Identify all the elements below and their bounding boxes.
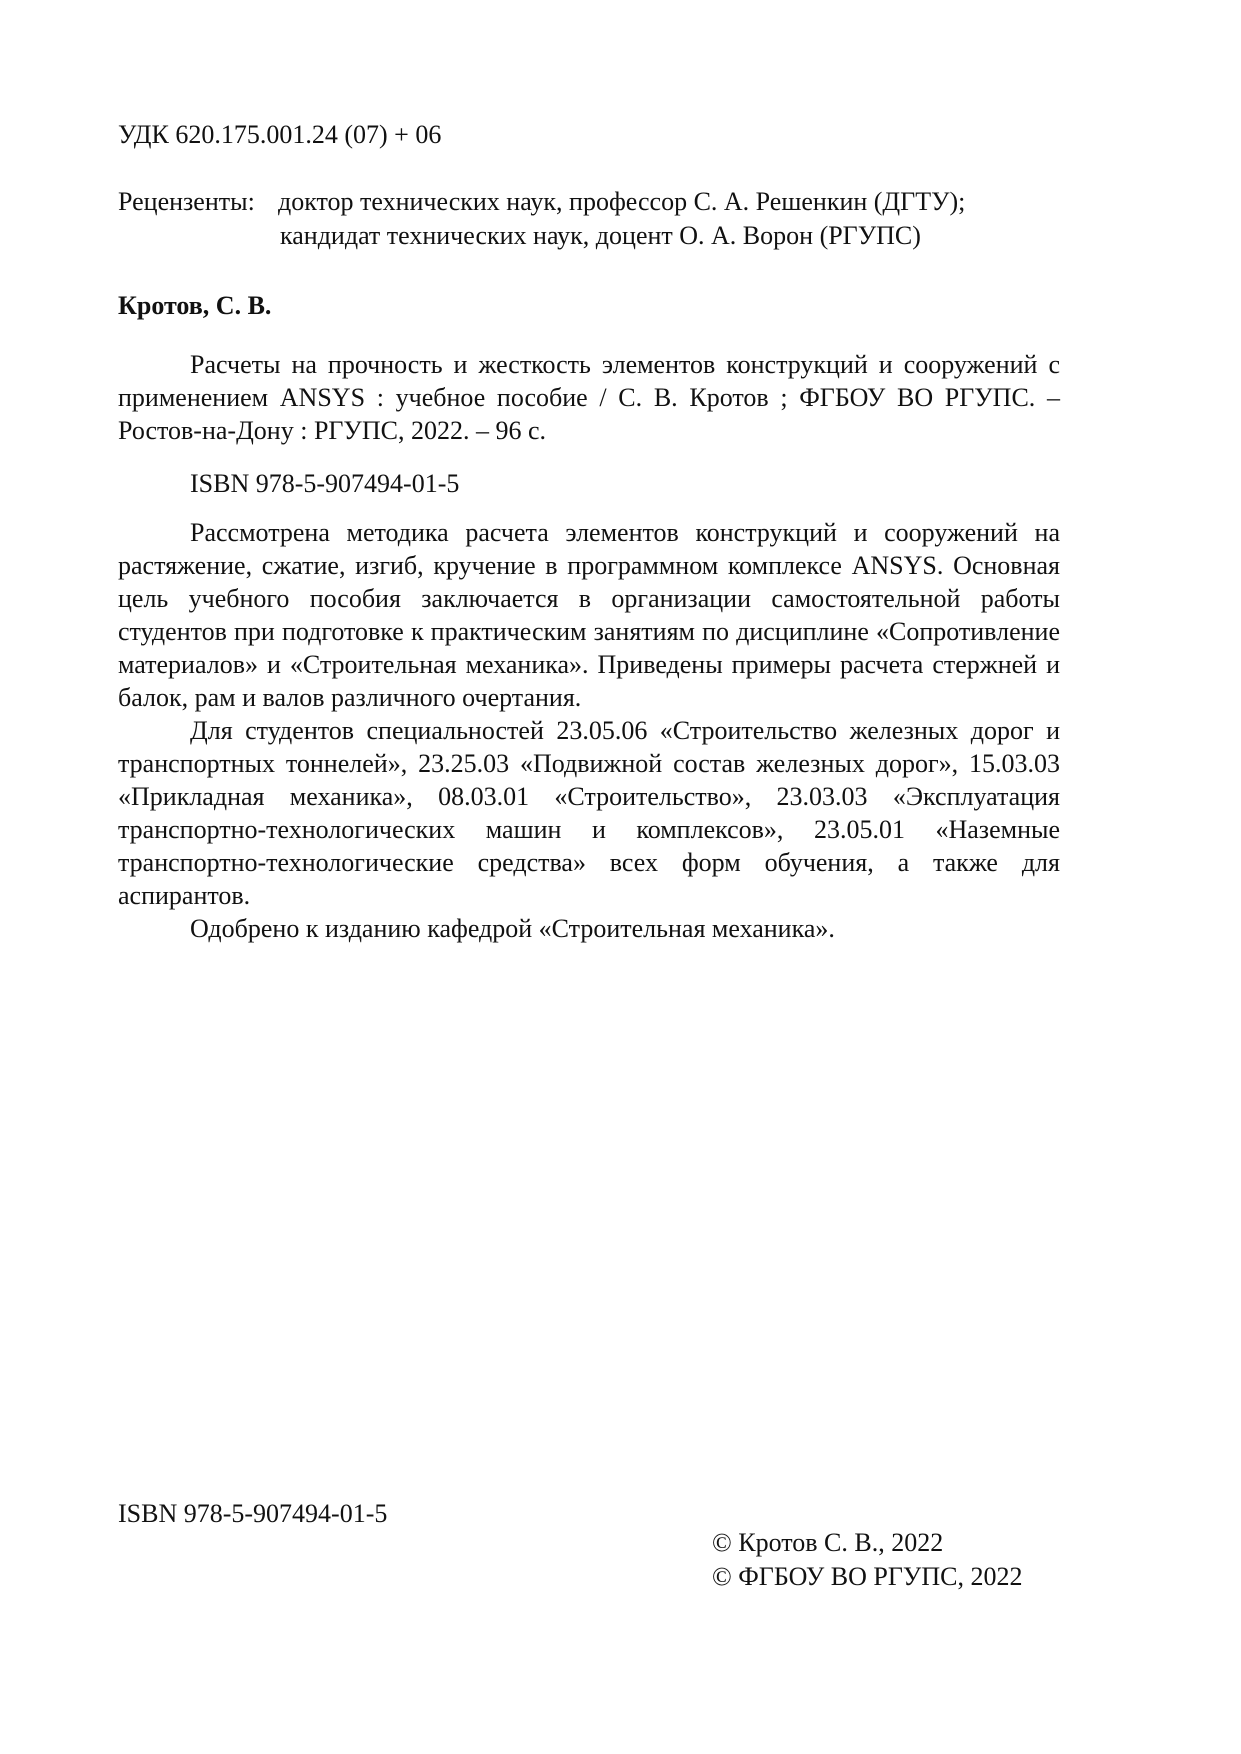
copyright-publisher: © ФГБОУ ВО РГУПС, 2022 — [712, 1562, 1023, 1591]
annotation — [118, 516, 1060, 945]
isbn-inline: ISBN 978-5-907494-01-5 — [190, 469, 460, 498]
annotation-paragraph-3: Одобрено к изданию кафедрой «Строительная механика». — [190, 914, 835, 943]
reviewer-row-1 — [118, 185, 1058, 219]
reviewers-label: Рецензенты: — [118, 187, 255, 216]
reviewer-row-2 — [118, 219, 1058, 253]
copyright-author: © Кротов С. В., 2022 — [712, 1528, 944, 1557]
isbn-bottom: ISBN 978-5-907494-01-5 — [118, 1499, 388, 1528]
bibliographic-description — [118, 348, 1060, 447]
reviewer-1: доктор технических наук, профессор С. А. Решенкин (ДГТУ); — [278, 187, 966, 216]
copyright-block — [712, 1526, 1022, 1594]
annotation-paragraph-2: Для студентов специальностей 23.05.06 «Строительство железных дорог и транспортных тоннелей», 23.25.03 «Подвижной состав железных дорог», 15.03.03 «Прикладная механика», 08.03.01 «Строительство», 23.03.03 «Эксплуатация транспортно-технологических машин и комплексов», 23.05.01 «Наземные транспортно-технологические средства» всех форм обучения, а также для аспирантов. — [118, 716, 1060, 910]
reviewers-block — [118, 185, 1058, 253]
bibliographic-text: Расчеты на прочность и жесткость элементов конструкций и сооружений с применением ANSYS : учебное пособие / С. В. Кротов ; ФГБОУ ВО РГУПС. – Ростов-на-Дону : РГУПС, 2022. – 96 с. — [118, 350, 1060, 445]
udk-code: УДК 620.175.001.24 (07) + 06 — [118, 120, 442, 149]
annotation-paragraph-1: Рассмотрена методика расчета элементов конструкций и сооружений на растяжение, сжатие, изгиб, кручение в программном комплексе ANSYS. Основная цель учебного пособия заключается в организации самостоятельной работы студентов при подготовке к практическим занятиям по дисциплине «Сопротивление материалов» и «Строительная механика». Приведены примеры расчета стержней и балок, рам и валов различного очертания. — [118, 518, 1060, 712]
author-heading: Кротов, С. В. — [118, 291, 272, 320]
reviewer-2: кандидат технических наук, доцент О. А. Ворон (РГУПС) — [280, 221, 921, 250]
